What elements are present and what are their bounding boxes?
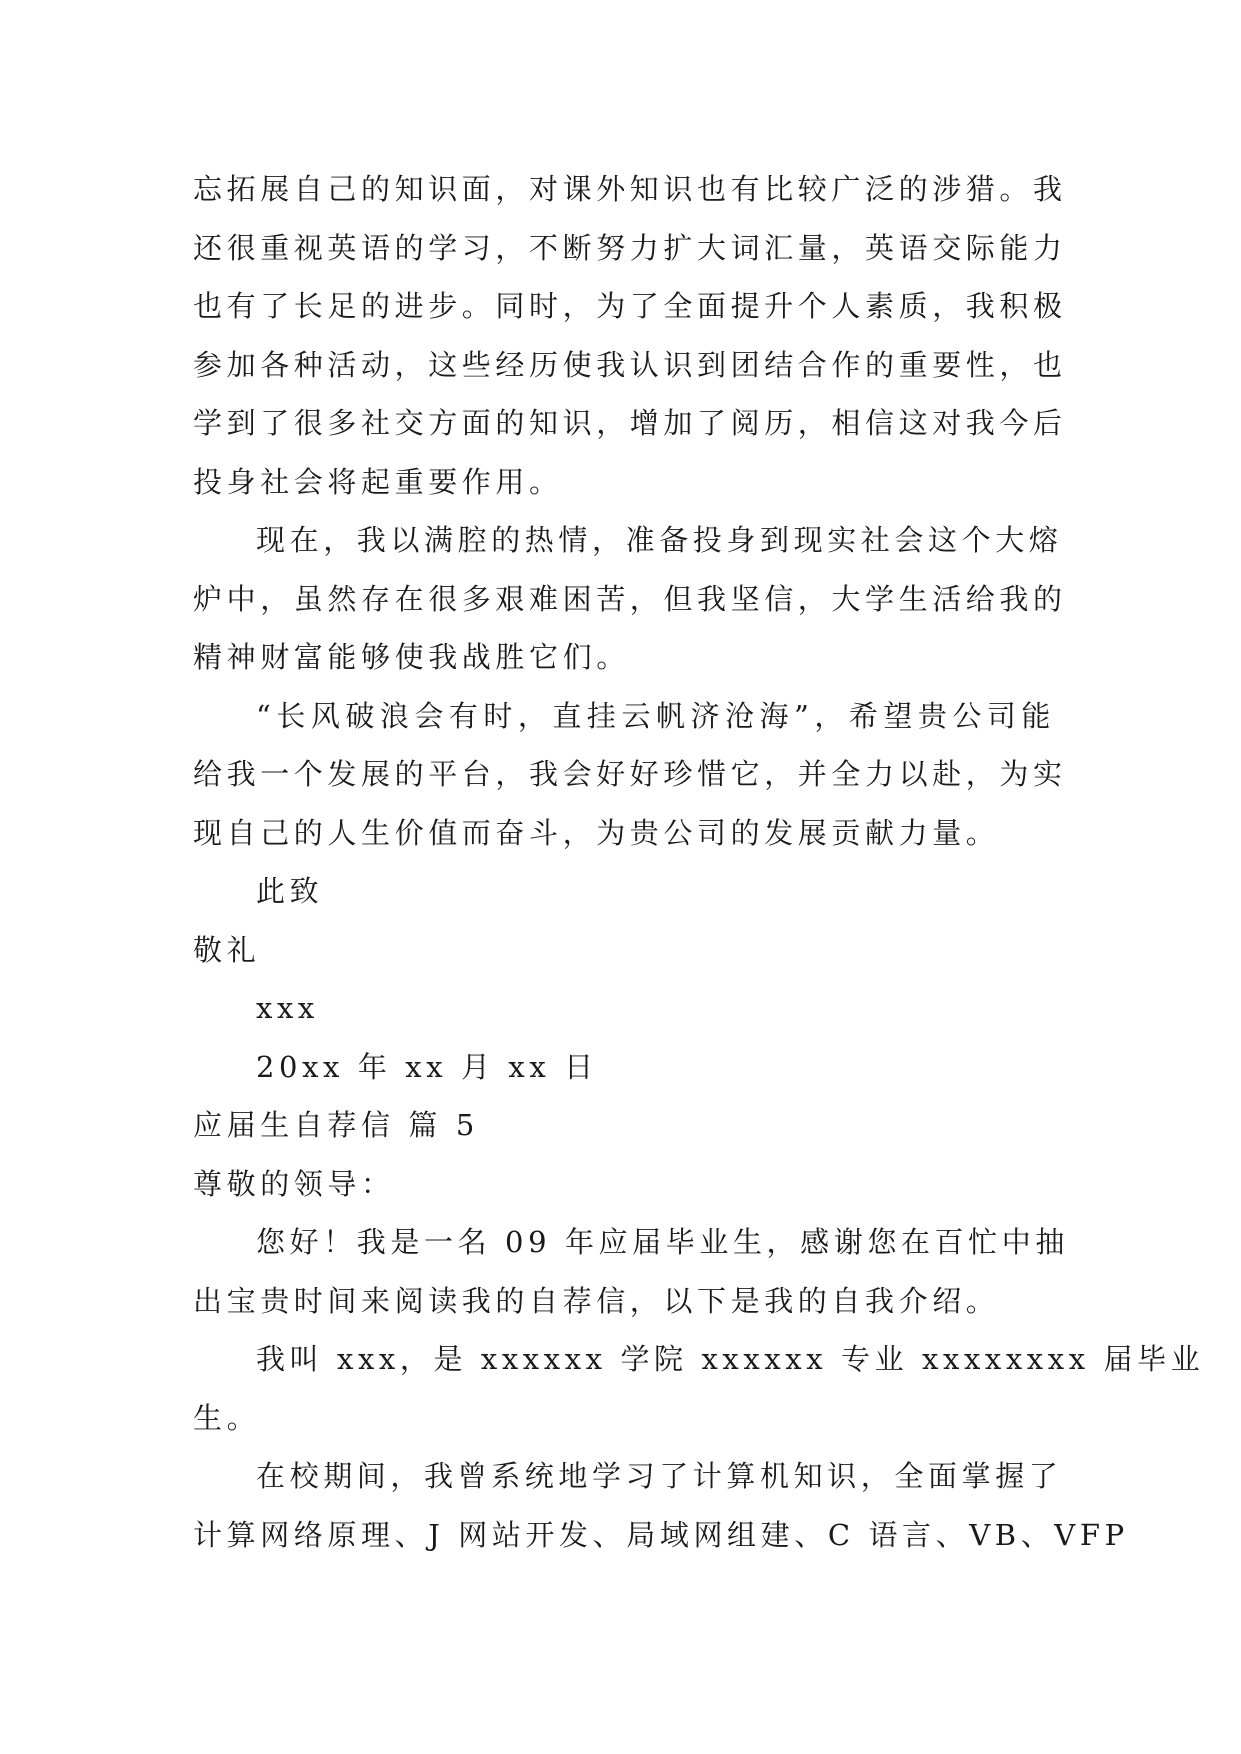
- paragraph-line: 现在，我以满腔的热情，准备投身到现实社会这个大熔: [256, 523, 1063, 557]
- paragraph-line: 给我一个发展的平台，我会好好珍惜它，并全力以赴，为实: [193, 757, 1067, 791]
- paragraph-line: 炉中，虽然存在很多艰难困苦，但我坚信，大学生活给我的: [193, 581, 1067, 616]
- paragraph-line: 生。: [193, 1400, 261, 1435]
- paragraph-line: 精神财富能够使我战胜它们。: [193, 640, 630, 674]
- closing-phrase: 此致: [256, 874, 324, 908]
- signature-date: 20xx 年 xx 月 xx 日: [256, 1049, 598, 1084]
- paragraph-line: 还很重视英语的学习，不断努力扩大词汇量，英语交际能力: [193, 230, 1067, 265]
- section-heading: 应届生自荐信 篇 5: [193, 1108, 479, 1142]
- letter-greeting: 尊敬的领导：: [193, 1166, 395, 1201]
- paragraph-line: 忘拓展自己的知识面，对课外知识也有比较广泛的涉猎。我: [193, 172, 1067, 206]
- paragraph-line: 也有了长足的进步。同时，为了全面提升个人素质，我积极: [193, 289, 1067, 323]
- paragraph-line: 投身社会将起重要作用。: [193, 464, 563, 499]
- paragraph-line: 我叫 xxx，是 xxxxxx 学院 xxxxxx 专业 xxxxxxxx 届毕业: [256, 1342, 1205, 1376]
- salutation-closing: 敬礼: [193, 932, 261, 967]
- document-body: [193, 160, 1205, 1564]
- paragraph-line: 出宝贵时间来阅读我的自荐信，以下是我的自我介绍。: [193, 1283, 1000, 1318]
- signature-name: xxx: [256, 991, 319, 1025]
- paragraph-line: 计算网络原理、J 网站开发、局域网组建、C 语言、VB、VFP: [193, 1517, 1129, 1552]
- paragraph-line: “长风破浪会有时，直挂云帆济沧海”，希望贵公司能: [256, 698, 1055, 733]
- paragraph-line: 您好！我是一名 09 年应届毕业生，感谢您在百忙中抽: [256, 1225, 1069, 1259]
- paragraph-line: 在校期间，我曾系统地学习了计算机知识，全面掌握了: [256, 1459, 1063, 1493]
- paragraph-line: 现自己的人生价值而奋斗，为贵公司的发展贡献力量。: [193, 815, 1000, 850]
- paragraph-line: 参加各种活动，这些经历使我认识到团结合作的重要性，也: [193, 347, 1067, 382]
- paragraph-line: 学到了很多社交方面的知识，增加了阅历，相信这对我今后: [193, 406, 1067, 440]
